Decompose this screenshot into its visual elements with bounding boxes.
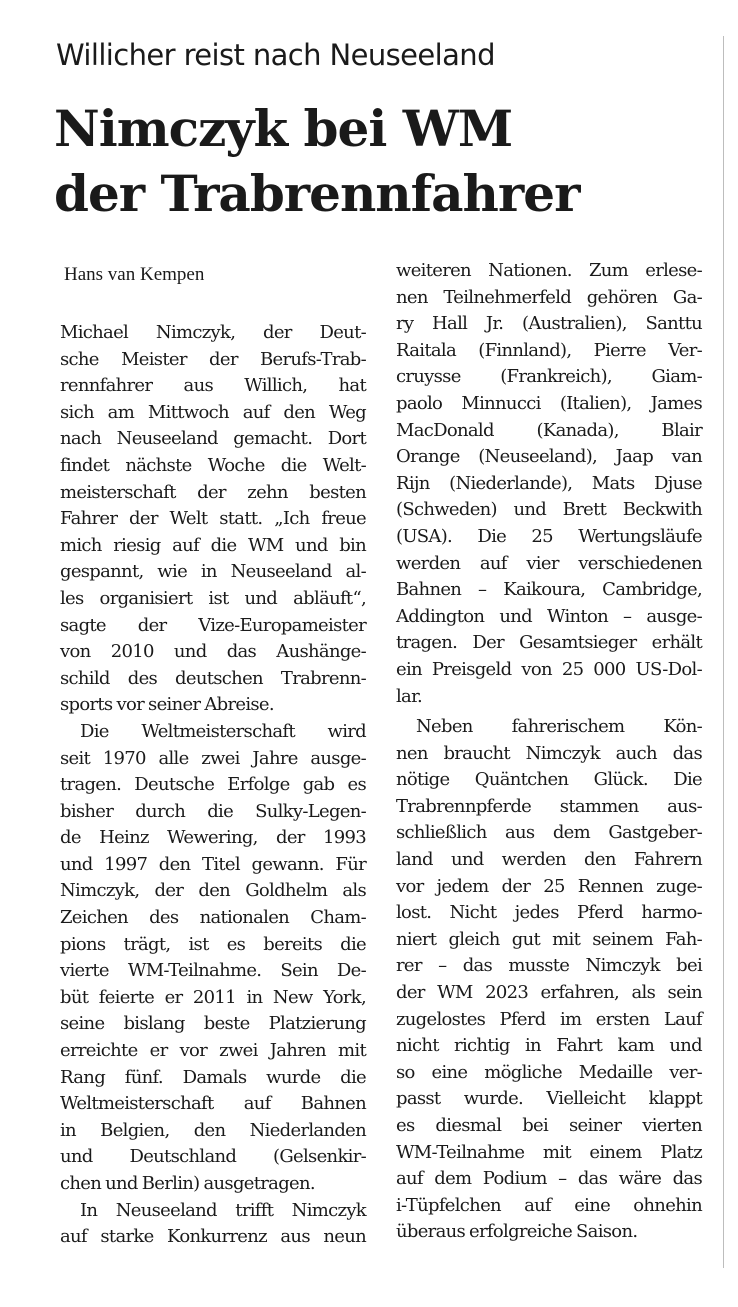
text-line: (USA). Die 25 Wertungsläufe — [396, 525, 702, 547]
text-line: und 1997 den Titel gewann. Für — [60, 853, 366, 875]
text-line: pions trägt, ist es bereits die — [60, 933, 366, 955]
text-line: gespannt, wie in Neuseeland al- — [60, 561, 366, 583]
text-line: tragen. Deutsche Erfolge gab es — [60, 774, 366, 796]
headline-line-1: Nimczyk bei WM — [54, 99, 513, 158]
text-line: nach Neuseeland gemacht. Dort — [60, 428, 366, 450]
text-line: mich riesig auf die WM und bin — [60, 534, 366, 556]
text-line: erreichte er vor zwei Jahren mit — [60, 1040, 366, 1062]
article-column-right — [396, 258, 702, 1246]
text-line: büt feierte er 2011 in New York, — [60, 986, 366, 1008]
text-line: so eine mögliche Medaille ver- — [396, 1061, 702, 1083]
text-line: Bahnen – Kaikoura, Cambridge, — [396, 579, 702, 601]
text-line: es diesmal bei seiner vierten — [396, 1115, 702, 1136]
text-line: nen Teilnehmerfeld gehören Ga- — [396, 286, 702, 308]
text-line: WM-Teilnahme mit einem Platz — [396, 1141, 702, 1163]
text-line: auf dem Podium – das wäre das — [396, 1168, 702, 1190]
headline-line-2: der Trabrennfahrer — [54, 164, 580, 223]
text-line: Trabrennpferde stammen aus- — [396, 795, 702, 817]
text-line: weiteren Nationen. Zum erlese- — [396, 260, 702, 281]
text-line: auf starke Konkurrenz aus neun — [60, 1226, 366, 1248]
text-line: cruysse (Frankreich), Giam- — [396, 366, 702, 388]
text-line: Fahrer der Welt statt. „Ich freue — [60, 508, 366, 530]
article-author: Hans van Kempen — [64, 264, 205, 285]
text-line: passt wurde. Vielleicht klappt — [396, 1088, 702, 1110]
text-line: Weltmeisterschaft auf Bahnen — [60, 1093, 366, 1115]
text-line: paolo Minnucci (Italien), James — [396, 392, 702, 414]
text-line: werden auf vier verschiedenen — [396, 552, 702, 574]
text-line: rer – das musste Nimczyk bei — [396, 955, 702, 977]
text-line: ein Preisgeld von 25 000 US-Dol- — [396, 658, 702, 680]
text-line: schild des deutschen Trabrenn- — [60, 667, 366, 689]
text-line: de Heinz Wewering, der 1993 — [60, 827, 366, 849]
text-line: nen braucht Nimczyk auch das — [396, 742, 702, 764]
text-line: tragen. Der Gesamtsieger erhält — [396, 632, 702, 654]
text-line: von 2010 und das Aushänge- — [60, 641, 366, 663]
text-line: bisher durch die Sulky-Legen- — [60, 800, 366, 822]
text-line: Neben fahrerischem Kön- — [416, 716, 702, 738]
text-line: der WM 2023 erfahren, als sein — [396, 982, 702, 1004]
text-line: vierte WM-Teilnahme. Sein De- — [60, 960, 366, 982]
text-line: Michael Nimczyk, der Deut- — [60, 322, 366, 343]
text-line: sich am Mittwoch auf den Weg — [60, 401, 366, 423]
text-line: zugelostes Pferd im ersten Lauf — [396, 1008, 702, 1030]
text-line: Orange (Neuseeland), Jaap van — [396, 446, 702, 468]
text-line: lost. Nicht jedes Pferd harmo- — [396, 902, 702, 924]
text-line: Addington und Winton – ausge- — [396, 605, 702, 627]
text-line: Die Weltmeisterschaft wird — [80, 720, 366, 742]
text-line: Rang fünf. Damals wurde die — [60, 1066, 366, 1088]
text-line: chen und Berlin) ausgetragen. — [60, 1173, 315, 1194]
text-line: lar. — [396, 685, 423, 707]
article-headline — [54, 96, 579, 226]
text-line: land und werden den Fahrern — [396, 849, 702, 871]
column-divider-rule — [723, 36, 724, 1268]
text-line: seine bislang beste Platzierung — [60, 1013, 366, 1035]
text-line: nicht richtig in Fahrt kam und — [396, 1035, 702, 1057]
text-line: Raitala (Finnland), Pierre Ver- — [396, 339, 702, 361]
text-line: in Belgien, den Niederlanden — [60, 1119, 366, 1141]
text-line: les organisiert ist und abläuft“, — [60, 587, 366, 609]
text-line: vor jedem der 25 Rennen zuge- — [396, 875, 702, 897]
text-line: nötige Quäntchen Glück. Die — [396, 769, 702, 791]
text-line: schließlich aus dem Gastgeber- — [396, 822, 702, 844]
text-line: niert gleich gut mit seinem Fah- — [396, 928, 702, 950]
text-line: i-Tüpfelchen auf eine ohnehin — [396, 1194, 702, 1216]
article-column-left — [60, 320, 366, 1251]
text-line: sagte der Vize-Europameister — [60, 614, 366, 636]
text-line: meisterschaft der zehn besten — [60, 481, 366, 503]
text-line: sports vor seiner Abreise. — [60, 694, 274, 716]
text-line: ry Hall Jr. (Australien), Santtu — [396, 313, 702, 335]
text-line: überaus erfolgreiche Saison. — [396, 1221, 638, 1243]
text-line: sche Meister der Berufs-Trab- — [60, 348, 366, 370]
article-kicker: Willicher reist nach Neuseeland — [56, 38, 495, 72]
text-line: seit 1970 alle zwei Jahre ausge- — [60, 747, 366, 769]
text-line: In Neuseeland trifft Nimczyk — [80, 1199, 366, 1221]
text-line: Nimczyk, der den Goldhelm als — [60, 880, 366, 902]
text-line: Rijn (Niederlande), Mats Djuse — [396, 472, 702, 494]
text-line: (Schweden) und Brett Beckwith — [396, 499, 702, 521]
text-line: findet nächste Woche die Welt- — [60, 454, 366, 476]
text-line: Zeichen des nationalen Cham- — [60, 907, 366, 929]
text-line: MacDonald (Kanada), Blair — [396, 419, 702, 441]
text-line: und Deutschland (Gelsenkir- — [60, 1146, 366, 1168]
text-line: rennfahrer aus Willich, hat — [60, 375, 366, 397]
